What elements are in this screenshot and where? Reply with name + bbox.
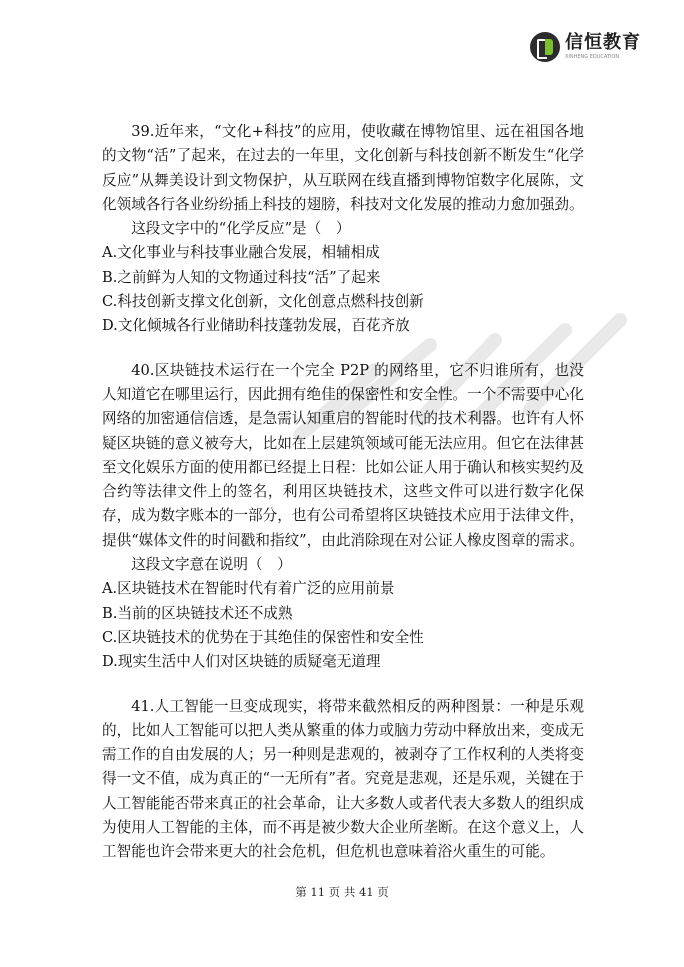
brand-logo	[530, 30, 670, 64]
question-39-option-b: B.之前鲜为人知的文物通过科技“活”了起来	[102, 268, 381, 286]
question-39-option-d: D.文化倾城各行业储助科技蓬勃发展，百花齐放	[102, 317, 410, 335]
question-40-option-c: C.区块链技术的优势在于其绝佳的保密性和安全性	[102, 628, 424, 646]
question-39-passage: 39.近年来，“文化+科技”的应用，使收藏在博物馆里、远在祖国各地的文物“活”了起来，在过去的一年里，文化创新与科技创新不断发生“化学反应”从舞美设计到文物保护，从互联网在线直播到博物馆数字化展陈，文化领域各行各业纷纷插上科技的翅膀，科技对文化发展的推动力愈加强劲。	[102, 123, 584, 213]
logo-subtitle: XINHENG EDUCATION	[565, 54, 620, 60]
question-40	[102, 359, 584, 675]
question-41-passage: 41.人工智能一旦变成现实，将带来截然相反的两种图景：一种是乐观的，比如人工智能可以把人类从繁重的体力或脑力劳动中释放出来，变成无需工作的自由发展的人；另一种则是悲观的，被剥夺了工作权利的人类将变得一文不值，成为真正的“一无所有”者。究竟是悲观，还是乐观，关键在于人工智能能否带来真正的社会革命，让大多数人或者代表大多数人的组织成为使用人工智能的主体，而不再是被少数大企业所垄断。在这个意义上，人工智能也许会带来更大的社会危机，但危机也意味着浴火重生的可能。	[102, 697, 584, 861]
question-41	[102, 695, 584, 865]
question-40-option-a: A.区块链技术在智能时代有着广泛的应用前景	[102, 580, 395, 598]
page-number: 第 11 页 共 41 页	[295, 885, 389, 899]
question-39-option-c: C.科技创新支撑文化创新，文化创意点燃科技创新	[102, 293, 424, 311]
logo-text	[565, 34, 641, 60]
question-39-prompt: 这段文字中的“化学反应”是（ ）	[131, 220, 351, 238]
page-content	[102, 120, 584, 865]
question-40-option-b: B.当前的区块链技术还不成熟	[102, 604, 293, 622]
question-40-option-d: D.现实生活中人们对区块链的质疑毫无道理	[102, 653, 381, 671]
question-40-prompt: 这段文字意在说明（ ）	[131, 556, 292, 574]
logo-icon	[530, 32, 560, 62]
question-39	[102, 120, 584, 339]
logo-name: 信恒教育	[565, 32, 641, 53]
question-40-passage: 40.区块链技术运行在一个完全 P2P 的网络里，它不归谁所有，也没人知道它在哪里运行，因此拥有绝佳的保密性和安全性。一个不需要中心化网络的加密通信信透，是急需认知重启的智能时代的技术利器。也许有人怀疑区块链的意义被夸大，比如在上层建筑领域可能无法应用。但它在法律甚至文化娱乐方面的使用都已经提上日程：比如公证人用于确认和核实契约及合约等法律文件上的签名，利用区块链技术，这些文件可以进行数字化保存，成为数字账本的一部分，也有公司希望将区块链技术应用于法律文件，提供“媒体文件的时间戳和指纹”，由此消除现在对公证人橡皮图章的需求。	[102, 361, 584, 549]
spacer	[102, 675, 584, 695]
question-39-option-a: A.文化事业与科技事业融合发展，相辅相成	[102, 244, 380, 262]
spacer	[102, 339, 584, 359]
